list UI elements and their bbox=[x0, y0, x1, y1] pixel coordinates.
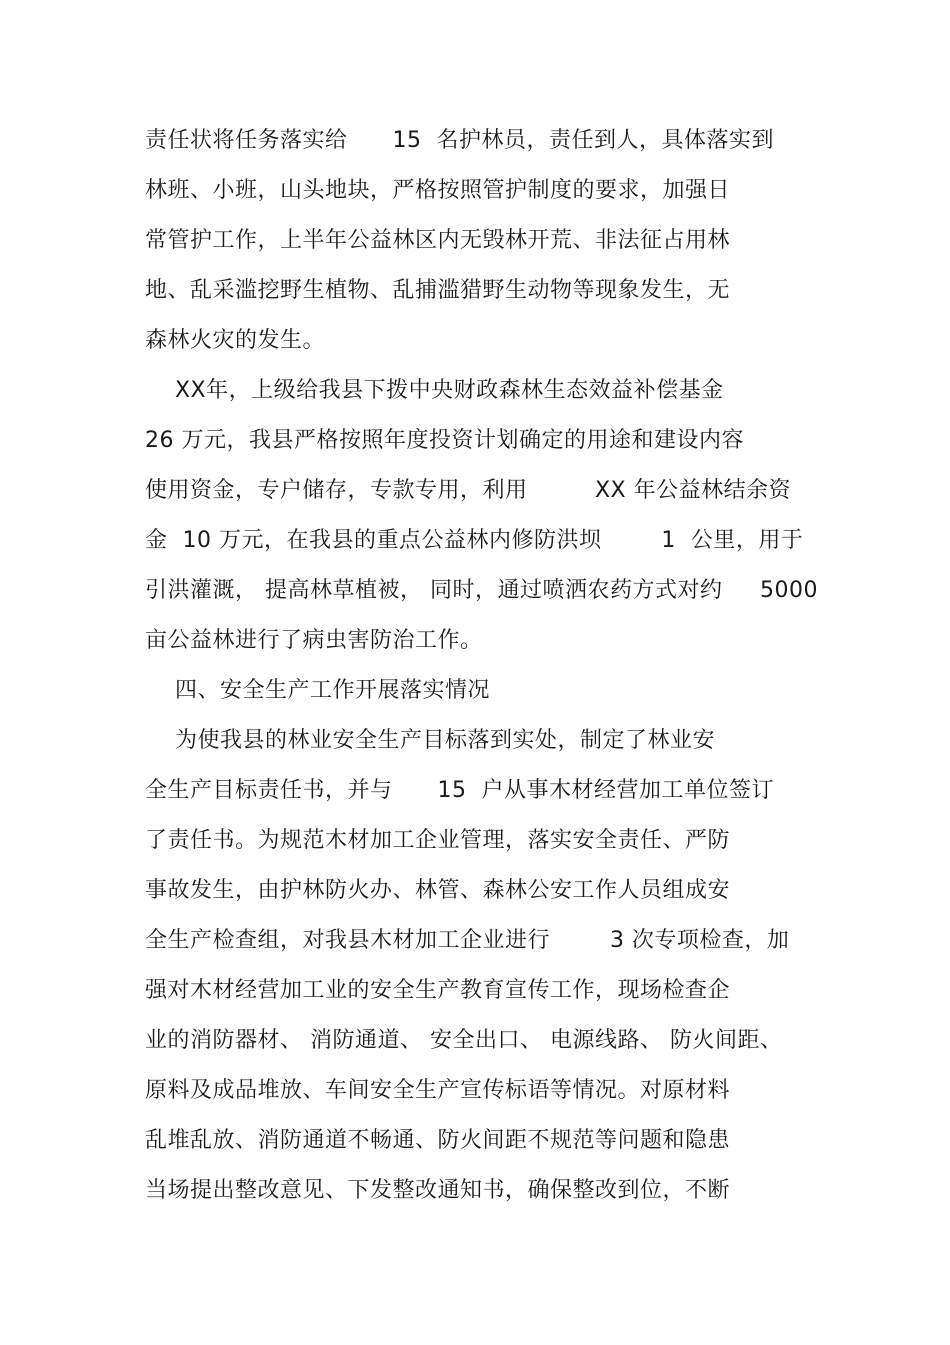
paragraph-line: 全生产检查组，对我县木材加工企业进行 3 次专项检查，加 bbox=[145, 928, 790, 953]
paragraph-line: 业的消防器材、 消防通道、 安全出口、 电源线路、 防火间距、 bbox=[145, 1028, 783, 1053]
paragraph-line: 全生产目标责任书，并与 15 户从事木材经营加工单位签订 bbox=[145, 778, 774, 803]
paragraph-line: 原料及成品堆放、车间安全生产宣传标语等情况。对原材料 bbox=[145, 1078, 731, 1103]
paragraph-line: 常管护工作，上半年公益林区内无毁林开荒、非法征占用林 bbox=[145, 228, 731, 253]
paragraph-line: XX年，上级给我县下拨中央财政森林生态效益补偿基金 bbox=[145, 378, 724, 403]
paragraph-line: 亩公益林进行了病虫害防治工作。 bbox=[145, 628, 483, 653]
paragraph-line: 强对木材经营加工业的安全生产教育宣传工作，现场检查企 bbox=[145, 978, 731, 1003]
paragraph-line: 为使我县的林业安全生产目标落到实处，制定了林业安 bbox=[145, 728, 715, 753]
paragraph-line: 了责任书。为规范木材加工企业管理，落实安全责任、严防 bbox=[145, 828, 731, 853]
paragraph-line: 事故发生，由护林防火办、林管、森林公安工作人员组成安 bbox=[145, 878, 731, 903]
paragraph-line: 林班、小班，山头地块，严格按照管护制度的要求，加强日 bbox=[145, 178, 731, 203]
paragraph-line: 26 万元，我县严格按照年度投资计划确定的用途和建设内容 bbox=[145, 428, 744, 453]
paragraph-line: 森林火灾的发生。 bbox=[145, 328, 326, 353]
paragraph-line: 当场提出整改意见、下发整改通知书，确保整改到位，不断 bbox=[145, 1178, 731, 1203]
paragraph-line: 地、乱采滥挖野生植物、乱捕滥猎野生动物等现象发生，无 bbox=[145, 278, 731, 303]
paragraph-line: 乱堆乱放、消防通道不畅通、防火间距不规范等问题和隐患 bbox=[145, 1128, 731, 1153]
section-heading: 四、安全生产工作开展落实情况 bbox=[145, 678, 490, 703]
paragraph-line: 引洪灌溉， 提高林草植被， 同时，通过喷洒农药方式对约 5000 bbox=[145, 578, 818, 603]
paragraph-line: 使用资金，专户储存，专款专用，利用 XX 年公益林结余资 bbox=[145, 478, 792, 503]
paragraph-line: 金 10 万元，在我县的重点公益林内修防洪坝 1 公里，用于 bbox=[145, 528, 804, 553]
paragraph-line: 责任状将任务落实给 15 名护林员，责任到人，具体落实到 bbox=[145, 128, 774, 153]
